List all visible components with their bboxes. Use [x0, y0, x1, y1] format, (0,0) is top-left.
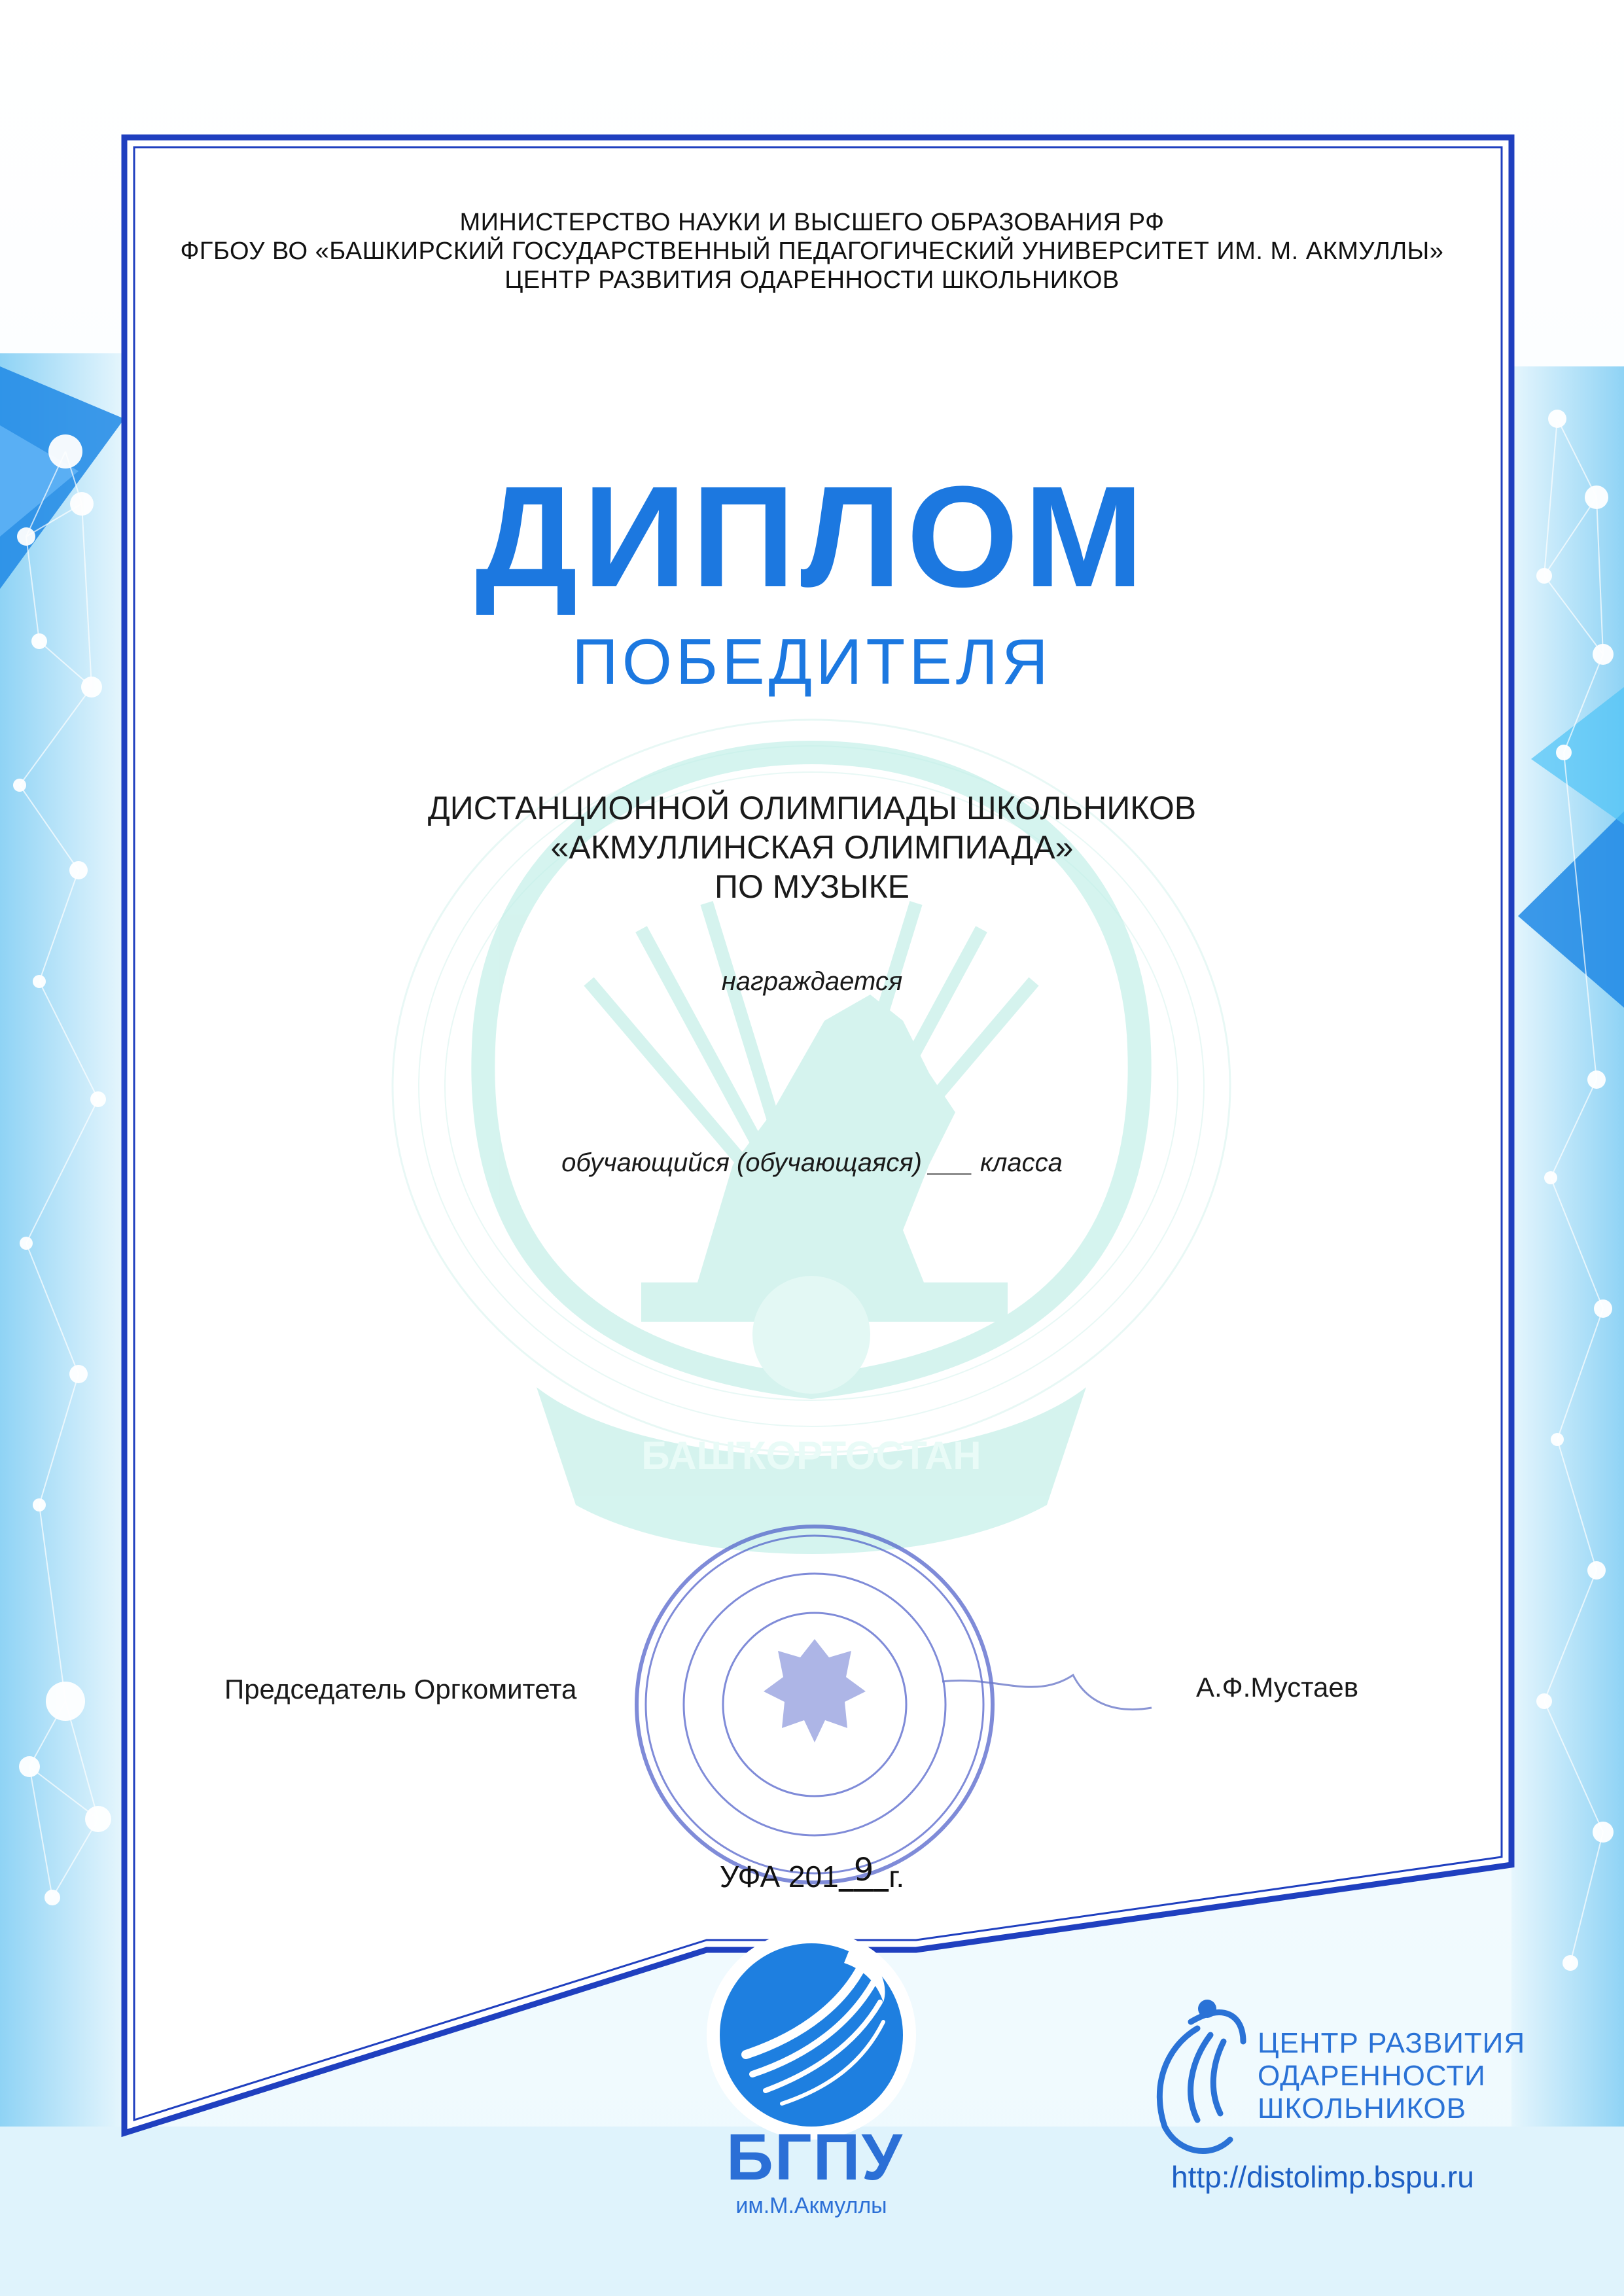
signature-role: Председатель Оргкомитета	[224, 1674, 577, 1704]
event-line-1: ДИСТАНЦИОННОЙ ОЛИМПИАДЫ ШКОЛЬНИКОВ	[427, 790, 1197, 826]
city-date-prefix: УФА 201	[719, 1860, 839, 1894]
bgpu-subtitle: им.М.Акмуллы	[735, 2193, 887, 2218]
diploma-subtitle: ПОБЕДИТЕЛЯ	[572, 626, 1052, 698]
ministry-line: МИНИСТЕРСТВО НАУКИ И ВЫСШЕГО ОБРАЗОВАНИЯ РФ	[459, 209, 1165, 236]
signature-name: А.Ф.Мустаев	[1196, 1672, 1359, 1703]
event-line-3: ПО МУЗЫКЕ	[715, 868, 909, 905]
emblem-caption: БАШҠОРТОСТАН	[641, 1434, 981, 1477]
event-line-2: «АКМУЛЛИНСКАЯ ОЛИМПИАДА»	[550, 829, 1074, 866]
university-line: ФГБОУ ВО «БАШКИРСКИЙ ГОСУДАРСТВЕННЫЙ ПЕДАГОГИЧЕСКИЙ УНИВЕРСИТЕТ ИМ. М. АКМУЛЛЫ»	[180, 238, 1444, 265]
center-logo-line-1: ЦЕНТР РАЗВИТИЯ	[1258, 2027, 1526, 2059]
center-logo-line-2: ОДАРЕННОСТИ	[1258, 2060, 1486, 2092]
bgpu-name: БГПУ	[726, 2121, 904, 2194]
awarded-label: награждается	[721, 967, 903, 996]
diploma-title: ДИПЛОМ	[475, 456, 1149, 617]
city-date-year-digit: 9	[853, 1852, 874, 1888]
center-logo-line-3: ШКОЛЬНИКОВ	[1258, 2093, 1467, 2125]
website-link[interactable]: http://distolimp.bspu.ru	[1171, 2160, 1474, 2194]
city-date-suffix: г.	[889, 1860, 905, 1894]
center-line: ЦЕНТР РАЗВИТИЯ ОДАРЕННОСТИ ШКОЛЬНИКОВ	[504, 266, 1120, 294]
student-class-line: обучающийся (обучающаяся) ___ класса	[561, 1148, 1063, 1177]
